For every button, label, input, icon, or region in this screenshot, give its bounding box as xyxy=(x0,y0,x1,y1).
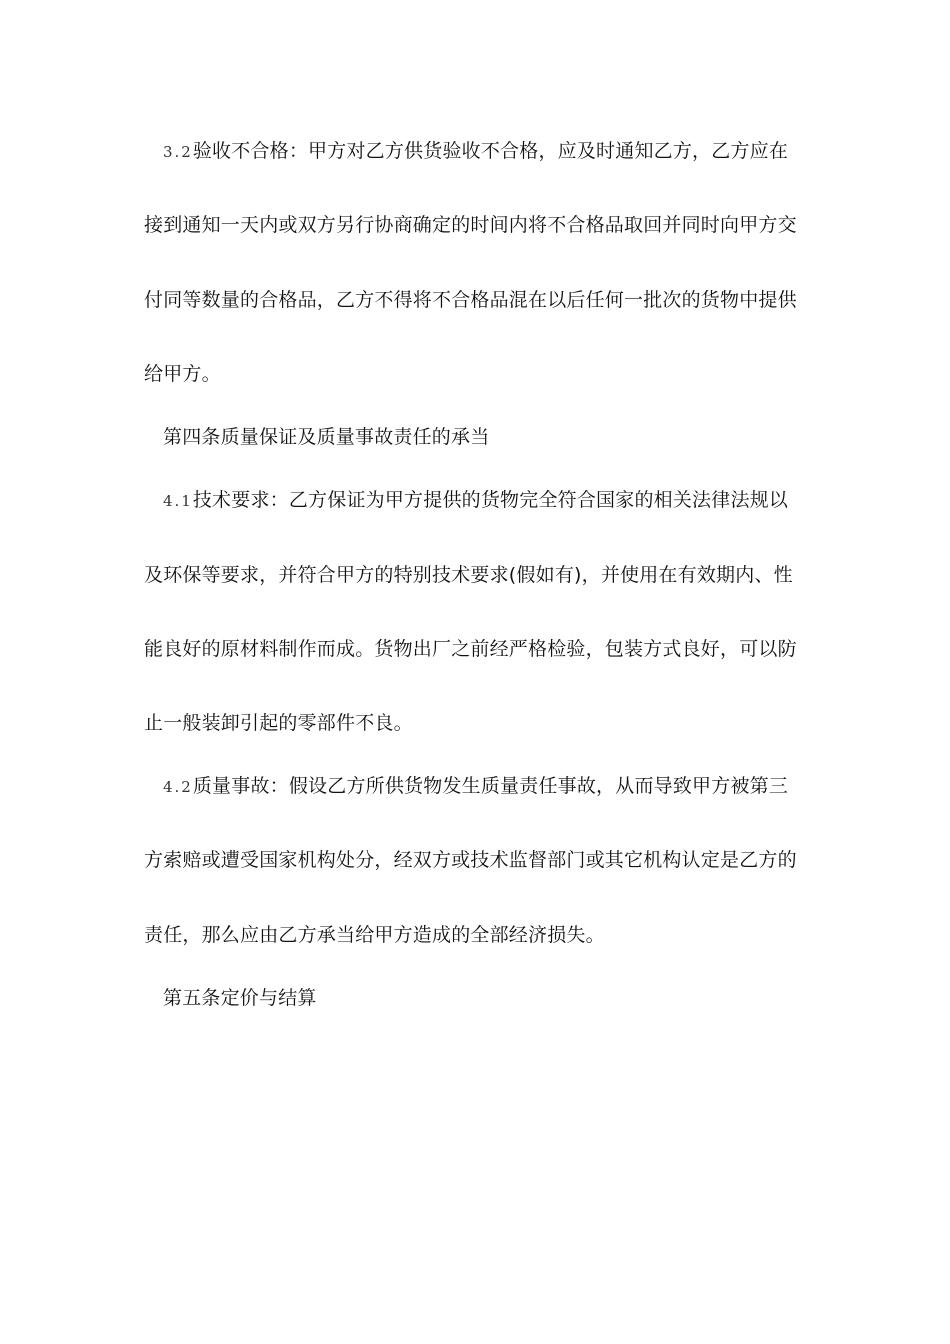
clause-4-1-line-3: 能良好的原材料制作而成。货物出厂之前经严格检验，包装方式良好，可以防 xyxy=(144,638,797,660)
article-5-title: 第五条定价与结算 xyxy=(163,987,317,1009)
clause-text: 技术要求：乙方保证为甲方提供的货物完全符合国家的相关法律法规以 xyxy=(192,489,789,511)
clause-4-2-line-3: 责任，那么应由乙方承当给甲方造成的全部经济损失。 xyxy=(144,924,605,946)
clause-3-2-line-1 xyxy=(163,138,788,165)
clause-text: 质量事故：假设乙方所供货物发生质量责任事故，从而导致甲方被第三 xyxy=(192,775,789,797)
clause-4-2-line-2: 方索赔或遭受国家机构处分，经双方或技术监督部门或其它机构认定是乙方的 xyxy=(144,849,797,871)
clause-3-2-line-2: 接到通知一天内或双方另行协商确定的时间内将不合格品取回并同时向甲方交 xyxy=(144,214,797,236)
clause-3-2-line-4: 给甲方。 xyxy=(144,363,221,385)
clause-3-2-line-3: 付同等数量的合格品，乙方不得将不合格品混在以后任何一批次的货物中提供 xyxy=(144,289,797,311)
clause-number: 3.2 xyxy=(163,143,193,161)
clause-4-2-line-1 xyxy=(163,773,788,800)
clause-4-1-line-4: 止一般装卸引起的零部件不良。 xyxy=(144,712,413,734)
clause-text: 验收不合格：甲方对乙方供货验收不合格，应及时通知乙方，乙方应在 xyxy=(192,140,789,162)
clause-number: 4.2 xyxy=(163,778,193,796)
article-4-title: 第四条质量保证及质量事故责任的承当 xyxy=(163,426,490,448)
clause-number: 4.1 xyxy=(163,492,193,510)
clause-4-1-line-1 xyxy=(163,487,788,514)
clause-4-1-line-2: 及环保等要求，并符合甲方的特别技术要求(假如有)，并使用在有效期内、性 xyxy=(144,564,793,586)
